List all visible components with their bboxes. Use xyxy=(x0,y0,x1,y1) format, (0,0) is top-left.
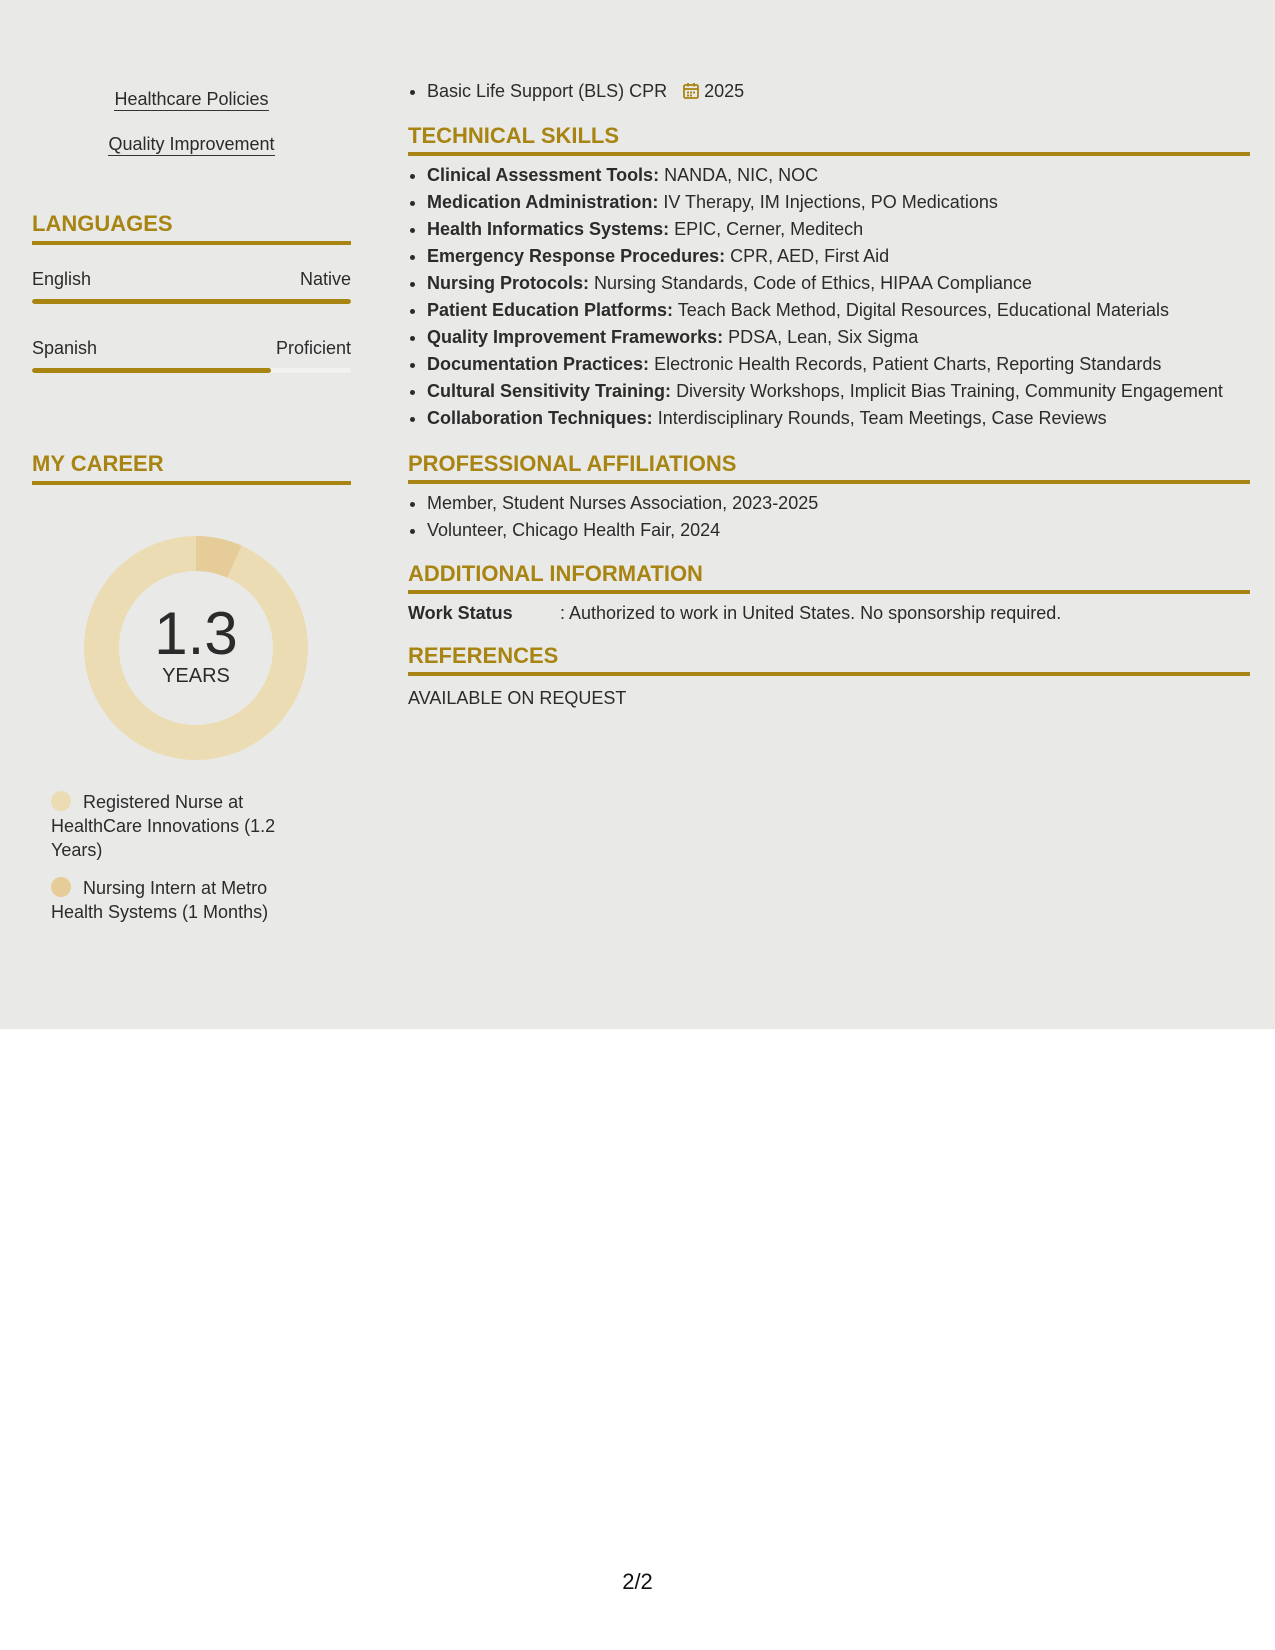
references-text: AVAILABLE ON REQUEST xyxy=(408,688,627,708)
language-level: Native xyxy=(299,269,351,289)
legend-dot-icon xyxy=(51,877,71,897)
interest-item: Quality Improvement xyxy=(108,134,275,154)
language-name: English xyxy=(32,269,92,289)
certification-list xyxy=(408,78,1250,105)
affiliation-item: • Member, Student Nurses Association, 2023-2025 xyxy=(427,490,1250,517)
technical-skills-heading: TECHNICAL SKILLS xyxy=(408,123,1250,156)
affiliations-heading: PROFESSIONAL AFFILIATIONS xyxy=(408,451,1250,484)
skill-item: • Collaboration Techniques: Interdisciplinary Rounds, Team Meetings, Case Reviews xyxy=(427,405,1250,432)
languages-heading: LANGUAGES xyxy=(32,211,351,245)
calendar-icon xyxy=(682,82,700,100)
language-level: Proficient xyxy=(275,338,351,358)
skill-item: • Health Informatics Systems: EPIC, Cerner, Meditech xyxy=(427,216,1250,243)
language-proficiency-fill xyxy=(32,299,351,304)
career-legend-item: Nursing Intern at Metro Health Systems (1 Months) xyxy=(51,878,269,922)
references-heading: REFERENCES xyxy=(408,643,1250,676)
skill-item: • Patient Education Platforms: Teach Back Method, Digital Resources, Educational Materials xyxy=(427,297,1250,324)
skill-item: • Quality Improvement Frameworks: PDSA, Lean, Six Sigma xyxy=(427,324,1250,351)
language-row xyxy=(32,268,351,290)
work-status-value: : Authorized to work in United States. No sponsorship required. xyxy=(560,603,1062,623)
legend-dot-icon xyxy=(51,791,71,811)
career-heading: MY CAREER xyxy=(32,451,351,485)
skill-item: • Cultural Sensitivity Training: Diversity Workshops, Implicit Bias Training, Community Engagement xyxy=(427,378,1250,405)
career-total: 1.3 xyxy=(154,600,238,667)
skill-item: • Nursing Protocols: Nursing Standards, Code of Ethics, HIPAA Compliance xyxy=(427,270,1250,297)
skill-item: • Medication Administration: IV Therapy, IM Injections, PO Medications xyxy=(427,189,1250,216)
additional-info-heading: ADDITIONAL INFORMATION xyxy=(408,561,1250,594)
language-proficiency-bar xyxy=(32,299,351,304)
language-proficiency-fill xyxy=(32,368,271,373)
interest-item: Healthcare Policies xyxy=(114,89,269,109)
language-proficiency-bar xyxy=(32,368,351,373)
affiliations-list xyxy=(408,490,1250,544)
skill-item: • Emergency Response Procedures: CPR, AED, First Aid xyxy=(427,243,1250,270)
skill-item: • Clinical Assessment Tools: NANDA, NIC, NOC xyxy=(427,162,1250,189)
technical-skills-list xyxy=(408,162,1250,432)
work-status-label: Work Status xyxy=(408,603,513,623)
certification-item: • Basic Life Support (BLS) CPR 2025 xyxy=(427,78,1250,105)
skill-item: • Documentation Practices: Electronic Health Records, Patient Charts, Reporting Standards xyxy=(427,351,1250,378)
career-legend-item: Registered Nurse at HealthCare Innovations (1.2 Years) xyxy=(51,792,276,860)
language-name: Spanish xyxy=(32,338,98,358)
affiliation-item: • Volunteer, Chicago Health Fair, 2024 xyxy=(427,517,1250,544)
career-unit: YEARS xyxy=(162,665,230,687)
work-status-row xyxy=(408,601,1250,625)
language-row xyxy=(32,337,351,359)
page-number: 2/2 xyxy=(622,1569,653,1594)
